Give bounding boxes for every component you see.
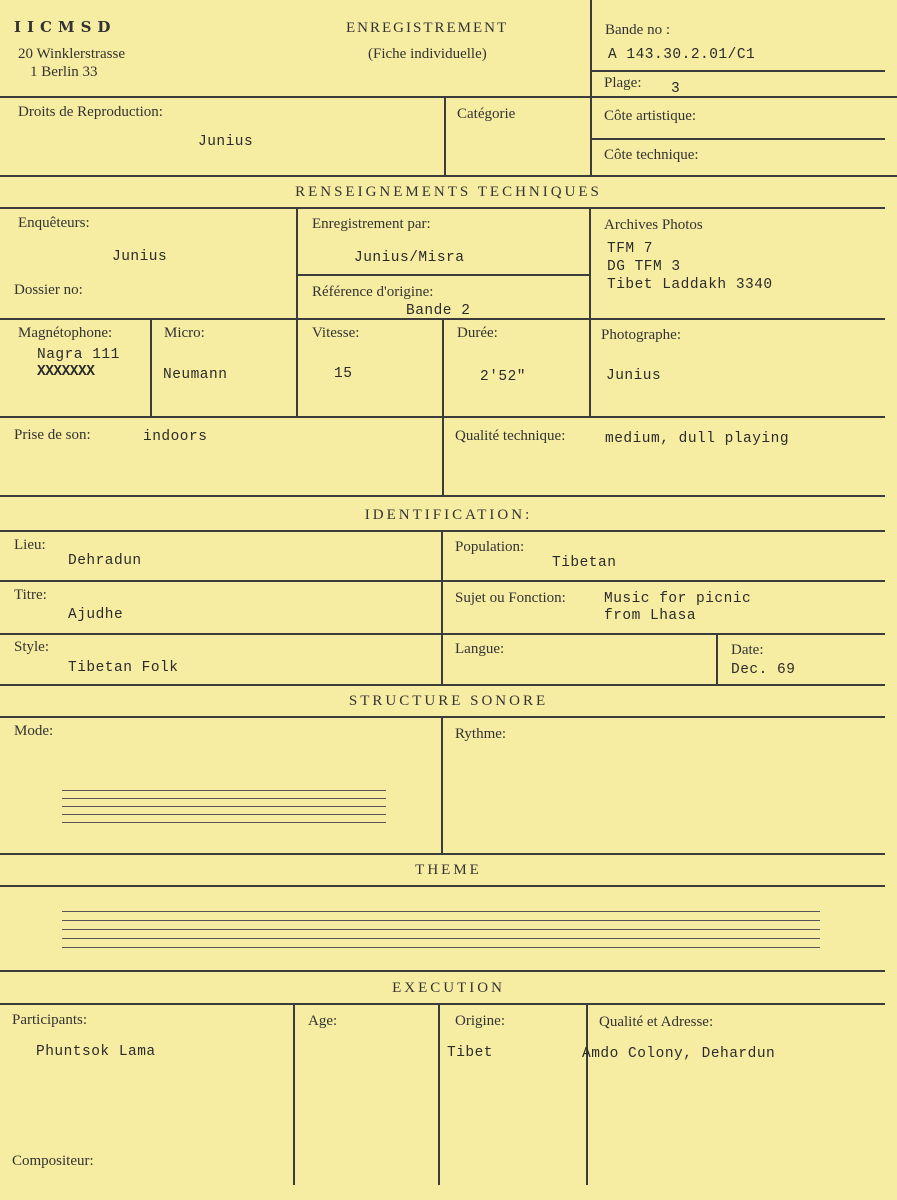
bande-value: A 143.30.2.01/C1 <box>608 47 756 63</box>
photographe-label: Photographe: <box>601 327 681 343</box>
section-theme: THEME <box>415 862 482 878</box>
reference-value: Bande 2 <box>406 303 471 319</box>
qualite-technique-label: Qualité technique: <box>455 428 566 444</box>
section-structure-sonore: STRUCTURE SONORE <box>348 693 549 709</box>
archives-line-3: Tibet Laddakh 3340 <box>607 277 773 293</box>
langue-label: Langue: <box>455 641 505 657</box>
age-label: Age: <box>308 1013 338 1029</box>
cote-artistique-label: Côte artistique: <box>604 108 697 124</box>
dossier-label: Dossier no: <box>14 282 83 298</box>
mode-label: Mode: <box>14 723 54 739</box>
address-line-2: 1 Berlin 33 <box>30 64 98 80</box>
titre-value: Ajudhe <box>68 607 124 623</box>
rythme-label: Rythme: <box>455 726 507 742</box>
section-renseignements: RENSEIGNEMENTS TECHNIQUES <box>295 184 602 200</box>
form-subtitle: (Fiche individuelle) <box>368 46 487 62</box>
archives-line-2: DG TFM 3 <box>607 259 681 275</box>
reference-label: Référence d'origine: <box>312 284 434 300</box>
droits-label: Droits de Reproduction: <box>18 104 163 120</box>
enqueteurs-label: Enquêteurs: <box>18 215 90 231</box>
qualite-technique-value: medium, dull playing <box>605 431 790 447</box>
prise-de-son-label: Prise de son: <box>14 427 91 443</box>
photographe-value: Junius <box>606 368 662 384</box>
plage-label: Plage: <box>604 75 642 91</box>
cote-technique-label: Côte technique: <box>604 147 699 163</box>
section-identification: IDENTIFICATION: <box>364 507 533 523</box>
participants-label: Participants: <box>12 1012 87 1028</box>
titre-label: Titre: <box>14 587 47 603</box>
population-label: Population: <box>455 539 525 555</box>
magnetophone-label: Magnétophone: <box>18 325 113 341</box>
micro-label: Micro: <box>164 325 205 341</box>
archives-line-1: TFM 7 <box>607 241 654 257</box>
prise-de-son-value: indoors <box>143 429 208 445</box>
org-logo: IICMSD <box>14 18 117 36</box>
enqueteurs-value: Junius <box>112 249 168 265</box>
qualite-adresse-label: Qualité et Adresse: <box>599 1014 714 1030</box>
qualite-adresse-value: Amdo Colony, Dehardun <box>582 1046 776 1062</box>
duree-value: 2'52" <box>480 369 527 385</box>
sujet-value-1: Music for picnic <box>604 591 752 607</box>
droits-value: Junius <box>198 134 254 150</box>
magnetophone-struck: XXXXXXX <box>37 364 95 380</box>
enreg-par-value: Junius/Misra <box>354 250 465 266</box>
population-value: Tibetan <box>552 555 617 571</box>
date-value: Dec. 69 <box>731 662 796 678</box>
archives-label: Archives Photos <box>604 217 703 233</box>
compositeur-label: Compositeur: <box>12 1153 94 1169</box>
style-value: Tibetan Folk <box>68 660 179 676</box>
origine-value: Tibet <box>447 1045 494 1061</box>
duree-label: Durée: <box>457 325 498 341</box>
form-title: ENREGISTREMENT <box>346 20 509 36</box>
micro-value: Neumann <box>163 367 228 383</box>
enreg-par-label: Enregistrement par: <box>312 216 431 232</box>
vitesse-label: Vitesse: <box>312 325 360 341</box>
participants-value: Phuntsok Lama <box>36 1044 156 1060</box>
sujet-label: Sujet ou Fonction: <box>455 590 566 606</box>
bande-label: Bande no : <box>605 22 670 38</box>
plage-value: 3 <box>671 81 681 97</box>
origine-label: Origine: <box>455 1013 505 1029</box>
categorie-label: Catégorie <box>457 106 516 122</box>
date-label: Date: <box>731 642 764 658</box>
address-line-1: 20 Winklerstrasse <box>18 46 126 62</box>
magnetophone-value: Nagra 111 <box>37 347 120 363</box>
vitesse-value: 15 <box>334 366 353 382</box>
lieu-value: Dehradun <box>68 553 142 569</box>
sujet-value-2: from Lhasa <box>604 608 697 624</box>
style-label: Style: <box>14 639 50 655</box>
section-execution: EXECUTION <box>392 980 505 996</box>
lieu-label: Lieu: <box>14 537 46 553</box>
